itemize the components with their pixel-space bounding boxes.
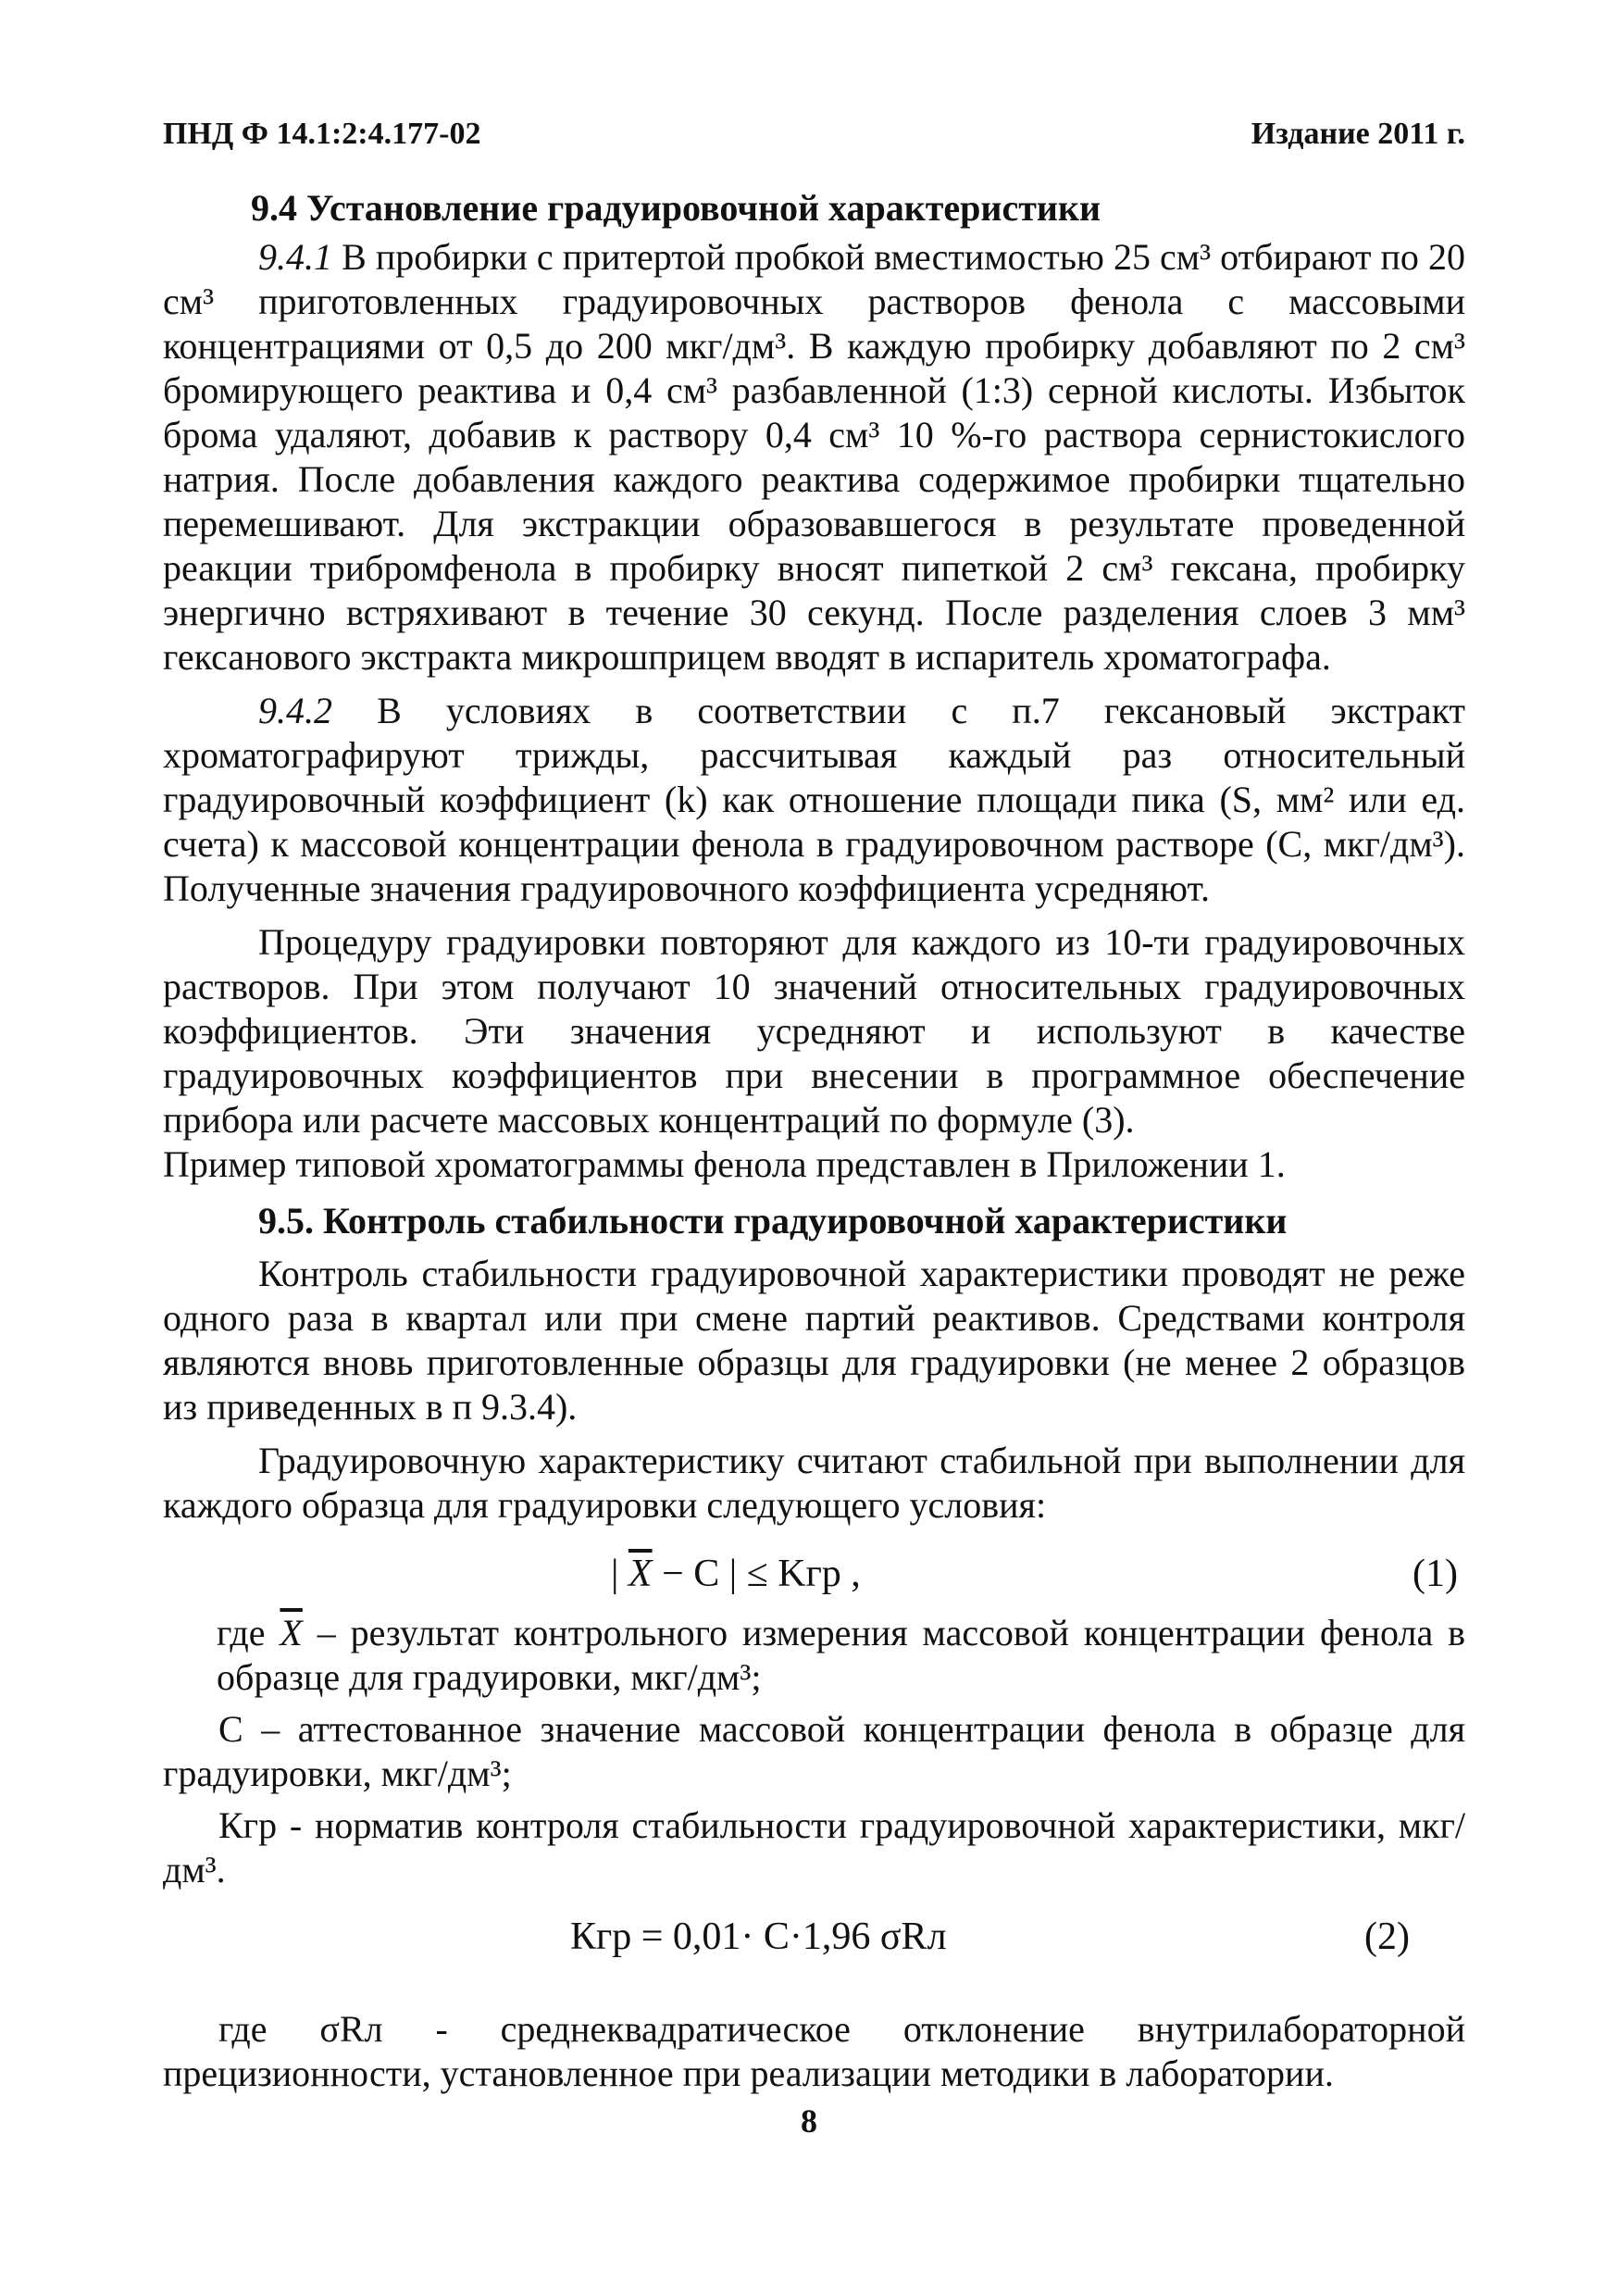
formula-1 — [163, 1537, 1465, 1611]
formula-2-number: (2) — [1364, 1915, 1410, 1958]
paragraph-text: В условиях в соответствии с п.7 гексановый экстракт хроматографируют трижды, рассчитывая каждый раз относительный градуировочный коэффициент (k) как отношение площади пика (S, мм² или ед. счета) к массовой концентрации фенола в градуировочном растворе (С, мкг/дм³). Полученные значения градуировочного коэффициента усредняют. — [163, 690, 1465, 909]
formula-1-expression: | $\overline{X} - C$ | ≤ Kгр , — [611, 1553, 861, 1595]
definition-kgr: Кгр - норматив контроля стабильности градуировочной характеристики, мкг/дм³. — [163, 1804, 1465, 1890]
definition-x: где $\overline{X}$ – результат контрольного измерения массовой концентрации фенола в образце для градуировки, мкг/дм³; — [217, 1612, 1465, 1698]
paragraph-9-4-2 — [163, 689, 1465, 911]
definition-c: С – аттестованное значение массовой концентрации фенола в образце для градуировки, мкг/дм³; — [163, 1708, 1465, 1794]
formula-1-number: (1) — [1413, 1553, 1458, 1595]
paragraph-control: Контроль стабильности градуировочной характеристики проводят не реже одного раза в квартал или при смене партий реактивов. Средствами контроля являются вновь приготовленные образцы для градуировки (не менее 2 образцов из приведенных в п 9.3.4). — [163, 1253, 1465, 1428]
document-code: ПНД Ф 14.1:2:4.177-02 — [163, 117, 481, 151]
formula-2 — [163, 1900, 1465, 1974]
formula-2-expression: Кгр = 0,01· С·1,96 σRл — [570, 1915, 947, 1958]
definition-sigma: где σRл - среднеквадратическое отклонение внутрилабораторной прецизионности, установленное при реализации методики в лаборатории. — [163, 2008, 1465, 2094]
section-9-4-heading: 9.4 Установление градуировочной характеристики — [251, 187, 1101, 229]
paragraph-procedure: Процедуру градуировки повторяют для каждого из 10-ти градуировочных растворов. При этом получают 10 значений относительных градуировочных коэффициентов. Эти значения усредняют и используют в качестве градуировочных коэффициентов при внесении в программное обеспечение прибора или расчете массовых концентраций по формуле (3). — [163, 921, 1465, 1141]
paragraph-text: В пробирки с притертой пробкой вместимостью 25 см³ отбирают по 20 см³ приготовленных градуировочных растворов фенола с массовыми концентрациями от 0,5 до 200 мкг/дм³. В каждую пробирку добавляют по 2 см³ бромирующего реактива и 0,4 см³ разбавленной (1:3) серной кислоты. Избыток брома удаляют, добавив к раствору 0,4 см³ 10 %-го раствора сернистокислого натрия. После добавления каждого реактива содержимое пробирки тщательно перемешивают. Для экстракции образовавшегося в результате проведенной реакции трибромфенола в пробирку вносят пипеткой 2 см³ гексана, пробирку энергично встряхивают в течение 30 секунд. После разделения слоев 3 мм³ гексанового экстракта микрошприцем вводят в испаритель хроматографа. — [163, 236, 1465, 678]
paragraph-condition: Градуировочную характеристику считают стабильной при выполнении для каждого образца для градуировки следующего условия: — [163, 1440, 1465, 1526]
edition-label: Издание 2011 г. — [1251, 117, 1465, 151]
page-content — [163, 185, 1465, 2103]
clause-number: 9.4.2 — [258, 690, 332, 731]
page-header — [163, 117, 1465, 152]
clause-number: 9.4.1 — [258, 236, 332, 278]
paragraph-example: Пример типовой хроматограммы фенола представлен в Приложении 1. — [163, 1143, 1286, 1185]
page-number: 8 — [801, 2103, 817, 2140]
section-9-5-heading: 9.5. Контроль стабильности градуировочной характеристики — [258, 1200, 1288, 1242]
paragraph-9-4-1 — [163, 235, 1465, 680]
